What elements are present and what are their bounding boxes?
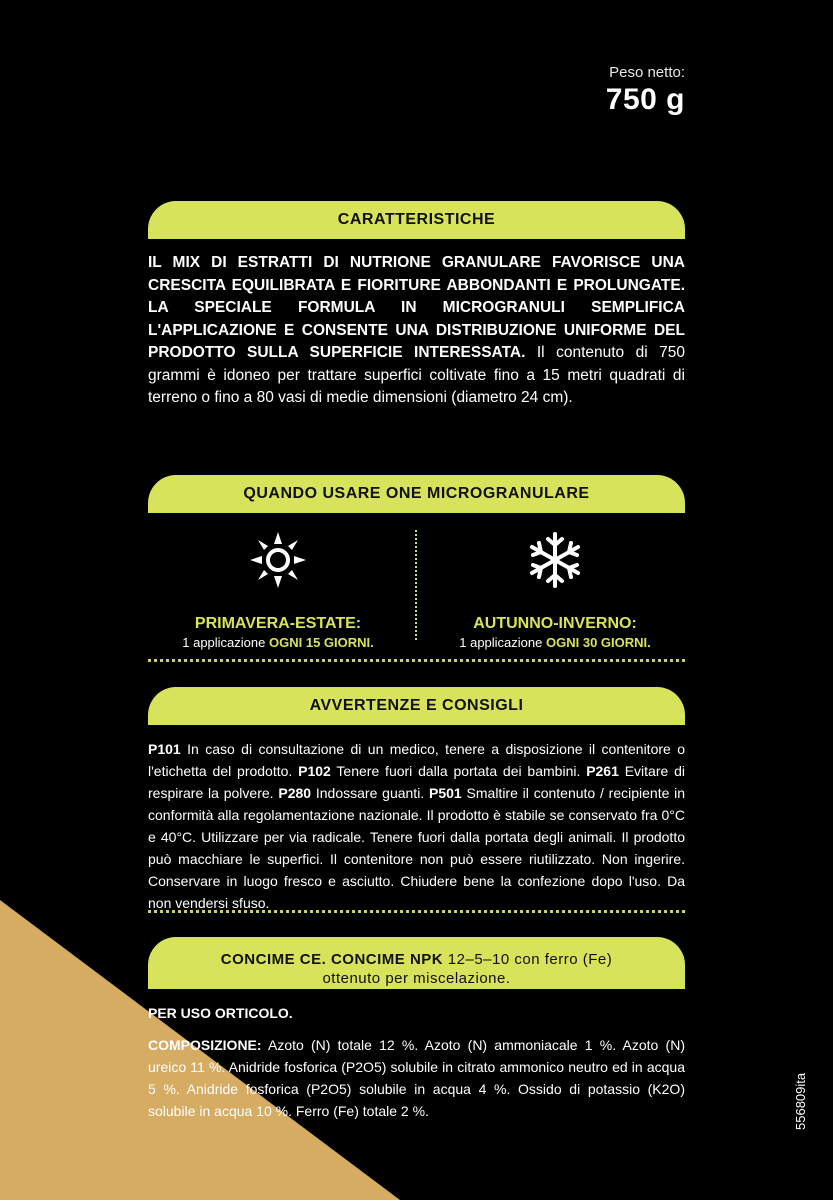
net-weight-value: 750 g	[605, 83, 685, 116]
quando-heading: QUANDO USARE ONE MICROGRANULARE	[148, 475, 685, 513]
composizione-text	[148, 1034, 685, 1122]
caratteristiche-lead: IL MIX DI ESTRATTI DI NUTRIONE GRANULARE FAVORISCE UNA CRESCITA EQUILIBRATA E FIORITURE ABBONDANTI E PROLUNGATE. LA SPECIALE FORMULA IN MICROGRANULI SEMPLIFICA L'APPLICAZIONE E CONSENTE UNA DISTRIBUZIONE UNIFORME DEL PRODOTTO SULLA SUPERFICIE INTERESSATA.	[148, 254, 685, 361]
avvertenze-heading: AVVERTENZE E CONSIGLI	[148, 687, 685, 725]
season-spring-summer-frequency: 1 applicazione OGNI 15 GIORNI.	[182, 635, 374, 650]
caratteristiche-text	[148, 252, 685, 410]
caratteristiche-body: Il contenuto di 750 grammi è idoneo per trattare superfici coltivate fino a 15 metri quadrati di terreno o fino a 80 vasi di medie dimensioni (diametro 24 cm).	[148, 344, 686, 406]
section-divider-2	[148, 910, 685, 913]
snowflake-icon	[430, 530, 680, 601]
concime-rest: 12–5–10 con ferro (Fe)	[447, 951, 613, 968]
avvertenze-text: P101 In caso di consultazione di un medico, tenere a disposizione il contenitore o l'etichetta del prodotto. P102 Tenere fuori dalla portata dei bambini. P261 Evitare di respirare la polvere. P280 Indossare guanti. P501 Smaltire il contenuto / recipiente in conformità alla regolamentazione nazionale. Il prodotto è stabile se conservato fra 0°C e 40°C. Utilizzare per via radicale. Tenere fuori dalla portata degli animali. Il prodotto può macchiare le superfici. Il contenitore non può essere riutilizzato. Non ingerire. Conservare in luogo fresco e asciutto. Chiudere bene la confezione dopo l'uso. Da non vendersi sfuso.	[148, 741, 686, 911]
section-divider	[148, 659, 685, 662]
caratteristiche-heading: CARATTERISTICHE	[148, 201, 685, 239]
season-autumn-winter-frequency: 1 applicazione OGNI 30 GIORNI.	[459, 635, 651, 650]
concime-bold: CONCIME CE. CONCIME NPK	[220, 951, 444, 968]
uso-orticolo: PER USO ORTICOLO.	[148, 1005, 293, 1021]
net-weight-label: Peso netto:	[609, 64, 685, 81]
concime-heading	[148, 937, 685, 989]
composizione-label: COMPOSIZIONE:	[148, 1037, 262, 1053]
concime-line2: ottenuto per miscelazione.	[322, 970, 511, 987]
season-autumn-winter-title: AUTUNNO-INVERNO:	[473, 615, 637, 632]
season-spring-summer	[153, 530, 403, 650]
sun-icon	[153, 530, 403, 601]
season-autumn-winter	[430, 530, 680, 650]
composizione-body: Azoto (N) totale 12 %. Azoto (N) ammoniacale 1 %. Azoto (N) ureico 11 %. Anidride fosforica (P2O5) solubile in citrato ammonico neutro ed in acqua 5 %. Anidride fosforica (P2O5) solubile in acqua 4 %. Ossido di potassio (K2O) solubile in acqua 10 %. Ferro (Fe) totale 2 %.	[148, 1037, 685, 1119]
net-weight	[606, 64, 685, 117]
product-code: 556809ita	[793, 1072, 808, 1130]
season-divider	[415, 530, 417, 640]
season-spring-summer-title: PRIMAVERA-ESTATE:	[194, 615, 362, 632]
